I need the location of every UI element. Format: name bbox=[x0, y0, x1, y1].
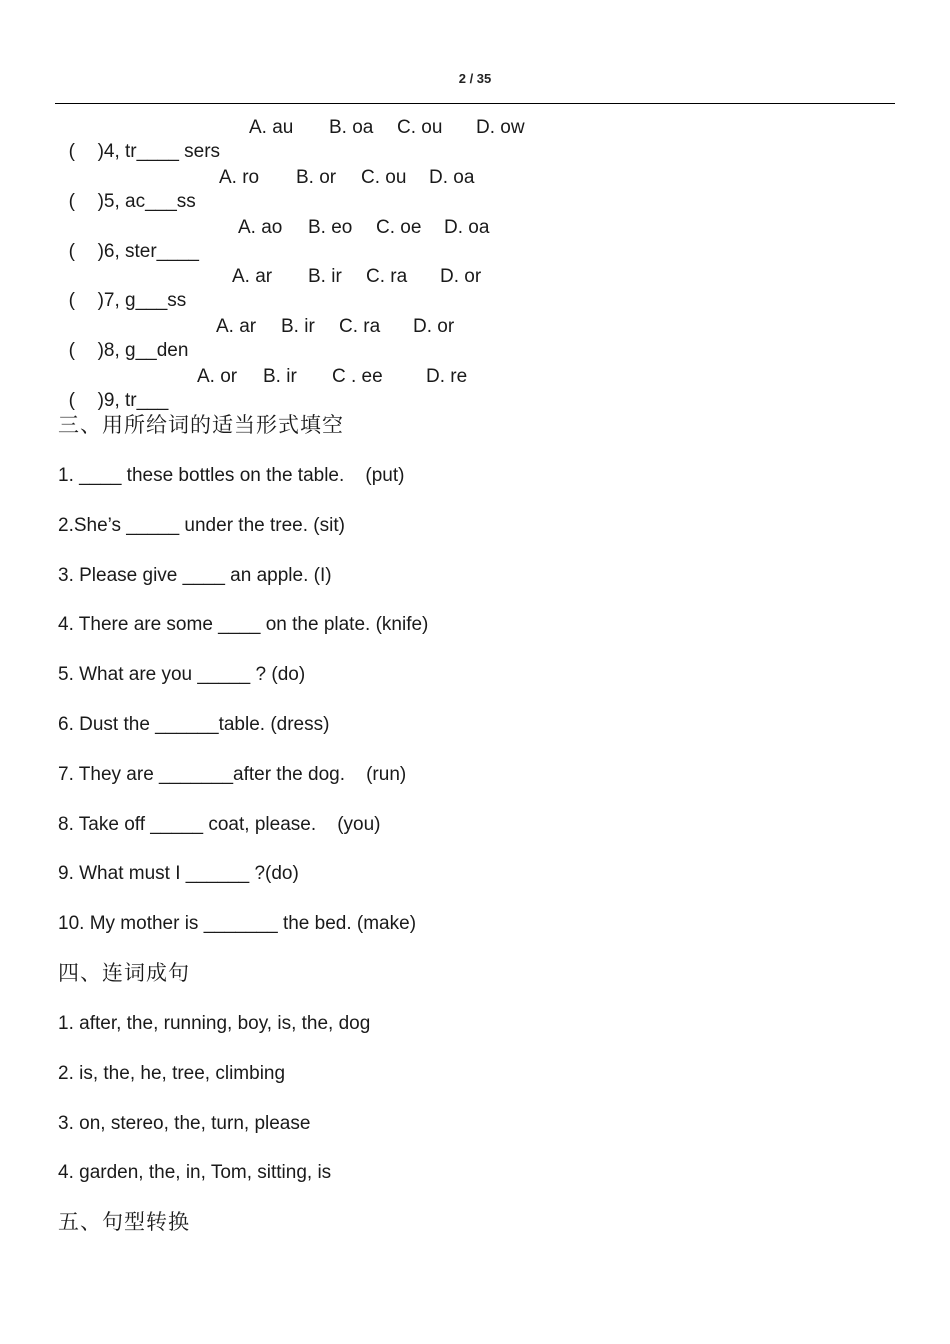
page-number: 2 / 35 bbox=[458, 71, 492, 86]
section-3-heading: 三、用所给词的适当形式填空 bbox=[58, 413, 344, 437]
option-a: A. or bbox=[197, 366, 238, 387]
fill-item-3: 3. Please give ____ an apple. (I) bbox=[58, 565, 332, 586]
section-4-heading: 四、连词成句 bbox=[58, 961, 190, 985]
option-d: D. oa bbox=[429, 167, 475, 188]
fill-item-8: 8. Take off _____ coat, please. (you) bbox=[58, 814, 381, 835]
option-a: A. ao bbox=[238, 217, 283, 238]
option-a: A. ar bbox=[216, 316, 257, 337]
option-c: C. oe bbox=[376, 217, 422, 238]
order-item-2: 2. is, the, he, tree, climbing bbox=[58, 1063, 286, 1084]
option-d: D. re bbox=[426, 366, 468, 387]
fill-item-5: 5. What are you _____ ? (do) bbox=[58, 664, 306, 685]
answer-bracket: ( bbox=[68, 340, 75, 361]
option-d: D. ow bbox=[476, 117, 525, 138]
fill-item-6: 6. Dust the ______table. (dress) bbox=[58, 714, 330, 735]
order-item-3: 3. on, stereo, the, turn, please bbox=[58, 1113, 311, 1134]
option-c: C. ra bbox=[339, 316, 381, 337]
answer-bracket: ( bbox=[68, 390, 75, 411]
option-d: D. or bbox=[413, 316, 455, 337]
option-c: C . ee bbox=[332, 366, 383, 387]
fill-item-9: 9. What must I ______ ?(do) bbox=[58, 863, 299, 884]
option-c: C. ou bbox=[361, 167, 407, 188]
fill-item-7: 7. They are _______after the dog. (run) bbox=[58, 764, 407, 785]
option-b: B. oa bbox=[329, 117, 374, 138]
section-5-heading: 五、句型转换 bbox=[58, 1210, 190, 1234]
option-a: A. au bbox=[249, 117, 294, 138]
option-c: C. ra bbox=[366, 266, 408, 287]
option-b: B. ir bbox=[263, 366, 297, 387]
answer-bracket: ( bbox=[68, 290, 75, 311]
fill-item-4: 4. There are some ____ on the plate. (knife) bbox=[58, 614, 429, 635]
answer-bracket: ( bbox=[68, 241, 75, 262]
option-b: B. eo bbox=[308, 217, 353, 238]
option-b: B. or bbox=[296, 167, 337, 188]
option-c: C. ou bbox=[397, 117, 443, 138]
option-b: B. ir bbox=[308, 266, 342, 287]
choice-stem: )4, tr____ sers bbox=[97, 141, 221, 162]
option-d: D. or bbox=[440, 266, 482, 287]
fill-item-10: 10. My mother is _______ the bed. (make) bbox=[58, 913, 417, 934]
option-a: A. ar bbox=[232, 266, 273, 287]
option-b: B. ir bbox=[281, 316, 315, 337]
option-a: A. ro bbox=[219, 167, 260, 188]
option-d: D. oa bbox=[444, 217, 490, 238]
header-rule bbox=[55, 103, 895, 104]
answer-bracket: ( bbox=[68, 141, 75, 162]
fill-item-2: 2.She’s _____ under the tree. (sit) bbox=[58, 515, 345, 536]
choice-stem: )7, g___ss bbox=[97, 290, 187, 311]
choice-stem: )9, tr___ bbox=[97, 390, 169, 411]
fill-item-1: 1. ____ these bottles on the table. (put) bbox=[58, 465, 405, 486]
order-item-4: 4. garden, the, in, Tom, sitting, is bbox=[58, 1162, 332, 1183]
choice-stem: )5, ac___ss bbox=[97, 191, 196, 212]
order-item-1: 1. after, the, running, boy, is, the, dog bbox=[58, 1013, 371, 1034]
choice-stem: )6, ster____ bbox=[97, 241, 199, 262]
choice-stem: )8, g__den bbox=[97, 340, 189, 361]
answer-bracket: ( bbox=[68, 191, 75, 212]
